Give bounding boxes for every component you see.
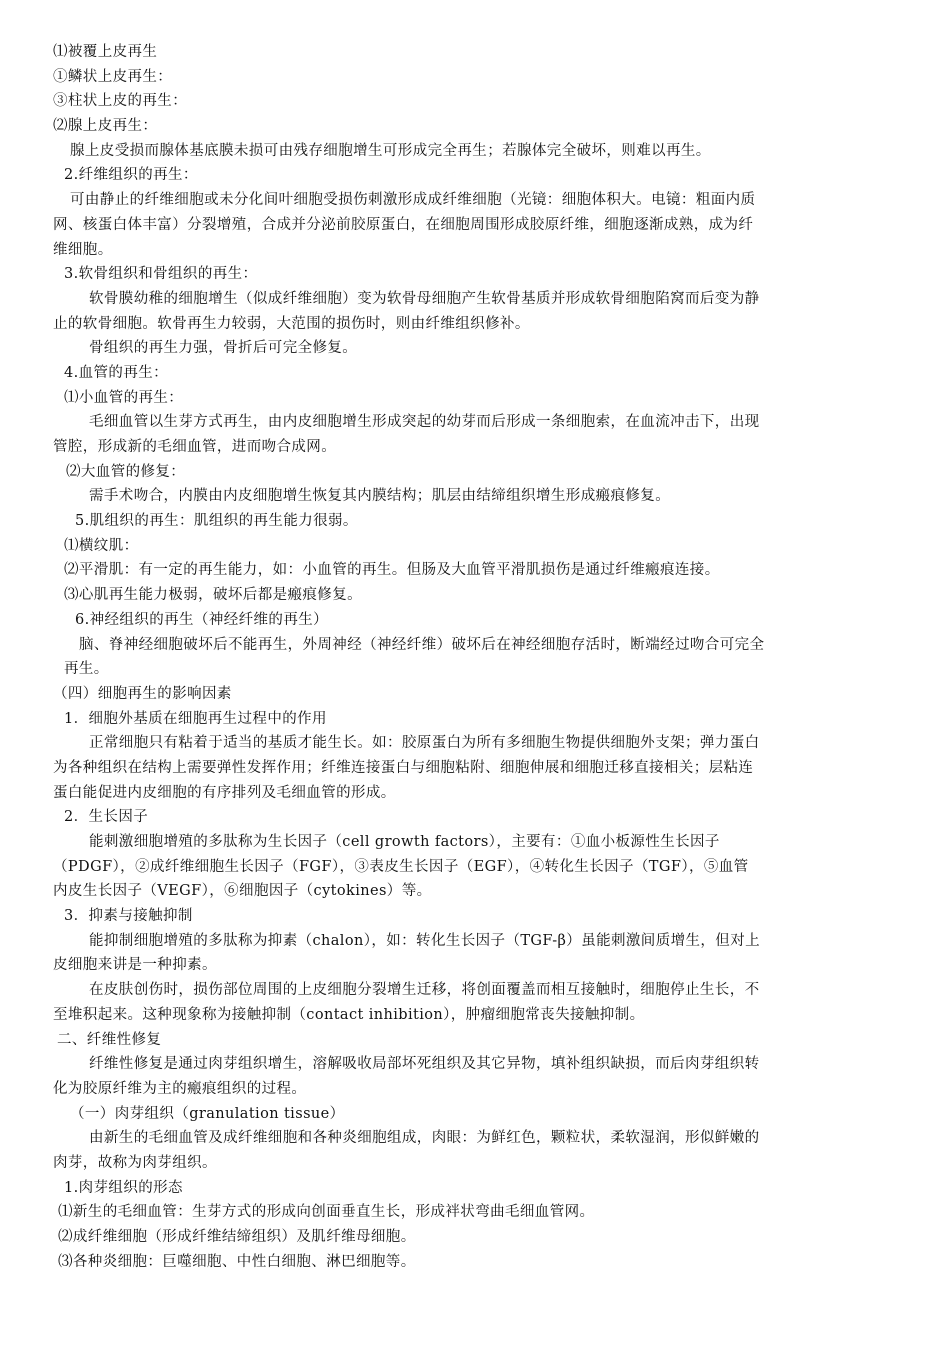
paragraph-line: 止的软骨细胞。软骨再生力较弱，大范围的损伤时，则由纤维组织修补。	[53, 315, 530, 332]
paragraph-line: 脑、脊神经细胞破坏后不能再生，外周神经（神经纤维）破坏后在神经细胞存活时，断端经过吻合可完全	[79, 636, 765, 653]
paragraph-line: 纤维性修复是通过肉芽组织增生，溶解吸收局部坏死组织及其它异物，填补组织缺损，而后肉芽组织转	[89, 1056, 760, 1073]
subheading-smooth-muscle: ⑵平滑肌：有一定的再生能力，如：小血管的再生。但肠及大血管平滑肌损伤是通过纤维瘢痕连接。	[64, 562, 720, 579]
paragraph-line: 为各种组织在结构上需要弹性发挥作用；纤维连接蛋白与细胞粘附、细胞伸展和细胞迁移直接相关；层粘连	[53, 759, 754, 776]
paragraph-line: 肉芽，故称为肉芽组织。	[53, 1154, 217, 1171]
section-heading-factors: （四）细胞再生的影响因素	[53, 685, 232, 702]
paragraph-line: 腺上皮受损而腺体基底膜未损可由残存细胞增生可形成完全再生；若腺体完全破坏，则难以再生。	[70, 142, 711, 159]
subheading-squamous-epithelium: ①鳞状上皮再生：	[53, 68, 173, 85]
paragraph-line: 能抑制细胞增殖的多肽称为抑素（chalon），如：转化生长因子（TGF-β）虽能刺激间质增生，但对上	[89, 932, 761, 949]
paragraph-line: 毛细血管以生芽方式再生，由内皮细胞增生形成突起的幼芽而后形成一条细胞索，在血流冲击下，出现	[89, 414, 760, 431]
paragraph-line: 骨组织的再生力强，骨折后可完全修复。	[89, 340, 358, 357]
paragraph-line: 能刺激细胞增殖的多肽称为生长因子（cell growth factors），主要有：①血小板源性生长因子	[89, 834, 720, 850]
paragraph-line: 需手术吻合，内膜由内皮细胞增生恢复其内膜结构；肌层由结缔组织增生形成瘢痕修复。	[89, 488, 671, 505]
subheading-small-vessel: ⑴小血管的再生：	[64, 389, 184, 406]
subheading-columnar-epithelium: ③柱状上皮的再生：	[53, 93, 188, 110]
subheading-cardiac-muscle: ⑶心肌再生能力极弱，破坏后都是瘢痕修复。	[64, 587, 362, 604]
heading-blood-vessel: 4.血管的再生：	[64, 364, 169, 381]
paragraph-line: 至堆积起来。这种现象称为接触抑制（contact inhibition），肿瘤细胞常丧失接触抑制。	[53, 1006, 645, 1023]
heading-glandular-epithelium: ⑵腺上皮再生：	[53, 118, 158, 135]
paragraph-line: 正常细胞只有粘着于适当的基质才能生长。如：胶原蛋白为所有多细胞生物提供细胞外支架；弹力蛋白	[89, 735, 760, 752]
heading-cartilage-bone: 3.软骨组织和骨组织的再生：	[64, 266, 258, 283]
heading-growth-factors: 2．生长因子	[64, 809, 149, 826]
paragraph-line: 再生。	[64, 661, 109, 678]
paragraph-line: 皮细胞来讲是一种抑素。	[53, 957, 217, 974]
paragraph-line: 管腔，形成新的毛细血管，进而吻合成网。	[53, 439, 337, 455]
list-item: ⑵成纤维细胞（形成纤维结缔组织）及肌纤维母细胞。	[58, 1229, 416, 1245]
paragraph-line: 软骨膜幼稚的细胞增生（似成纤维细胞）变为软骨母细胞产生软骨基质并形成软骨细胞陷窝而后变为静	[89, 290, 760, 307]
paragraph-line: 由新生的毛细血管及成纤维细胞和各种炎细胞组成，肉眼：为鲜红色，颗粒状，柔软湿润，形似鲜嫩的	[89, 1130, 760, 1147]
heading-granulation-tissue: （一）肉芽组织（granulation tissue）	[70, 1105, 345, 1122]
heading-chalone-contact-inhibition: 3．抑素与接触抑制	[64, 908, 193, 925]
paragraph-line: （PDGF），②成纤维细胞生长因子（FGF），③表皮生长因子（EGF），④转化生长因子（TGF），⑤血管	[53, 858, 749, 875]
paragraph-line: 维细胞。	[53, 241, 113, 258]
heading-nerve-tissue: 6.神经组织的再生（神经纤维的再生）	[75, 611, 329, 628]
heading-fibrous-tissue: 2.纤维组织的再生：	[64, 167, 198, 184]
heading-covering-epithelium: ⑴被覆上皮再生	[53, 44, 158, 60]
paragraph-line: 在皮肤创伤时，损伤部位周围的上皮细胞分裂增生迁移，将创面覆盖而相互接触时，细胞停止生长，不	[89, 982, 760, 999]
paragraph-line: 内皮生长因子（VEGF），⑥细胞因子（cytokines）等。	[53, 883, 432, 900]
paragraph-line: 可由静止的纤维细胞或未分化间叶细胞受损伤刺激形成成纤维细胞（光镜：细胞体积大。电镜：粗面内质	[70, 192, 756, 209]
list-item: ⑴新生的毛细血管：生芽方式的形成向创面垂直生长，形成袢状弯曲毛细血管网。	[58, 1204, 595, 1221]
heading-extracellular-matrix: 1．细胞外基质在细胞再生过程中的作用	[64, 710, 327, 727]
document-page	[0, 40, 951, 1274]
heading-granulation-morphology: 1.肉芽组织的形态	[64, 1179, 183, 1196]
subheading-striated-muscle: ⑴横纹肌：	[64, 537, 139, 554]
paragraph-line: 网、核蛋白体丰富）分裂增殖，合成并分泌前胶原蛋白，在细胞周围形成胶原纤维，细胞逐渐成熟，成为纤	[53, 216, 754, 233]
section-heading-fibrous-repair: 二、纤维性修复	[57, 1031, 162, 1048]
subheading-large-vessel: ⑵大血管的修复：	[66, 463, 186, 480]
paragraph-line: 化为胶原纤维为主的瘢痕组织的过程。	[53, 1080, 307, 1097]
heading-muscle-tissue: 5.肌组织的再生：肌组织的再生能力很弱。	[75, 513, 358, 530]
paragraph-line: 蛋白能促进内皮细胞的有序排列及毛细血管的形成。	[53, 784, 396, 801]
list-item: ⑶各种炎细胞：巨噬细胞、中性白细胞、淋巴细胞等。	[58, 1253, 416, 1270]
